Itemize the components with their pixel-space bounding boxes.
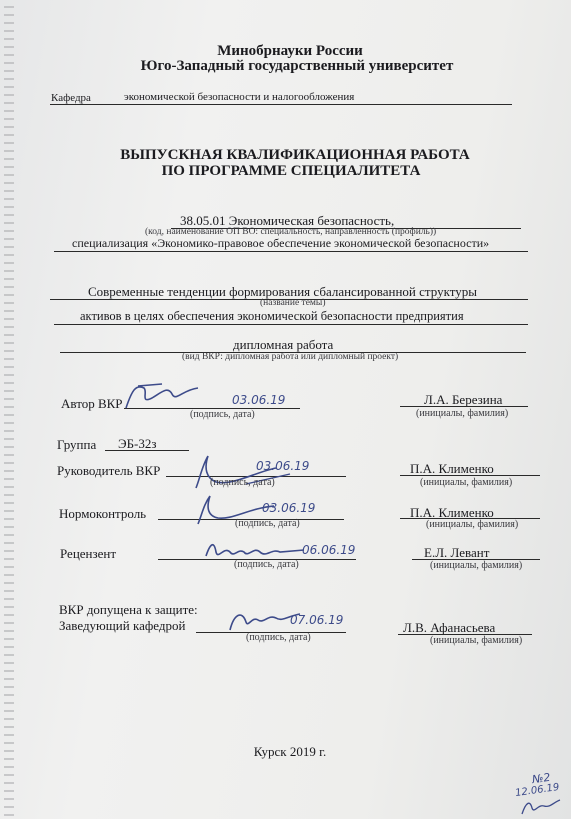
supervisor-label: Руководитель ВКР bbox=[57, 463, 161, 478]
author-name-hint: (инициалы, фамилия) bbox=[416, 408, 509, 419]
supervisor-sign-hint: (подпись, дата) bbox=[210, 477, 275, 488]
supervisor-name-line bbox=[400, 475, 540, 476]
corner-note-number: №2 bbox=[531, 770, 552, 787]
topic-underline2 bbox=[54, 324, 528, 325]
author-date: 03.06.19 bbox=[232, 393, 286, 407]
author-label: Автор ВКР bbox=[61, 396, 123, 411]
specialization-underline bbox=[54, 251, 528, 252]
reviewer-sign-hint: (подпись, дата) bbox=[234, 559, 299, 570]
author-sign-hint: (подпись, дата) bbox=[190, 409, 255, 420]
supervisor-date: 03.06.19 bbox=[256, 459, 310, 473]
city-year: Курск 2019 г. bbox=[253, 744, 327, 759]
normcontrol-sign-hint: (подпись, дата) bbox=[235, 518, 300, 529]
work-type-hint: (вид ВКР: дипломная работа или дипломный проект) bbox=[182, 352, 399, 362]
ministry-name: Минобрнауки России bbox=[217, 43, 363, 59]
work-title-line1: ВЫПУСКНАЯ КВАЛИФИКАЦИОННАЯ РАБОТА bbox=[120, 147, 470, 163]
reviewer-name: Е.Л. Левант bbox=[424, 545, 490, 560]
head-date: 07.06.19 bbox=[290, 613, 344, 627]
reviewer-name-hint: (инициалы, фамилия) bbox=[430, 560, 523, 571]
admission-text: ВКР допущена к защите: bbox=[59, 602, 198, 617]
work-type: дипломная работа bbox=[233, 337, 334, 352]
work-title-line2: ПО ПРОГРАММЕ СПЕЦИАЛИТЕТА bbox=[161, 163, 421, 179]
author-name: Л.А. Березина bbox=[424, 392, 503, 407]
university-name: Юго-Западный государственный университет bbox=[140, 58, 454, 74]
group-underline bbox=[105, 450, 189, 451]
normcontrol-label: Нормоконтроль bbox=[59, 506, 147, 521]
binding-holes bbox=[4, 0, 14, 819]
head-sign-hint: (подпись, дата) bbox=[246, 632, 311, 643]
group-value: ЭБ-32з bbox=[118, 436, 157, 451]
department-label: Кафедра bbox=[51, 92, 91, 104]
normcontrol-date: 03.06.19 bbox=[262, 501, 316, 515]
corner-note-date: 12.06.19 bbox=[514, 781, 561, 800]
department-value: экономической безопасности и налогообложения bbox=[124, 91, 355, 103]
supervisor-name: П.А. Клименко bbox=[410, 461, 494, 476]
program-hint: (код, наименование ОП ВО: специальность, направленность (профиль)) bbox=[145, 227, 437, 237]
specialization: специализация «Экономико-правовое обеспечение экономической безопасности» bbox=[72, 236, 490, 250]
head-label: Заведующий кафедрой bbox=[59, 618, 186, 633]
corner-note-signature bbox=[518, 796, 564, 818]
group-label: Группа bbox=[57, 437, 97, 452]
normcontrol-name-hint: (инициалы, фамилия) bbox=[426, 519, 519, 530]
head-name: Л.В. Афанасьева bbox=[403, 620, 496, 635]
head-name-hint: (инициалы, фамилия) bbox=[430, 635, 523, 646]
normcontrol-name: П.А. Клименко bbox=[410, 505, 494, 520]
reviewer-label: Рецензент bbox=[60, 546, 117, 561]
topic-line1: Современные тенденции формирования сбалансированной структуры bbox=[88, 284, 477, 299]
author-name-line bbox=[400, 406, 528, 407]
topic-hint: (название темы) bbox=[260, 298, 326, 308]
supervisor-name-hint: (инициалы, фамилия) bbox=[420, 477, 513, 488]
topic-line2: активов в целях обеспечения экономической безопасности предприятия bbox=[80, 309, 464, 323]
department-underline bbox=[50, 104, 512, 105]
reviewer-date: 06.06.19 bbox=[302, 543, 356, 557]
program-code: 38.05.01 Экономическая безопасность, bbox=[180, 213, 395, 228]
